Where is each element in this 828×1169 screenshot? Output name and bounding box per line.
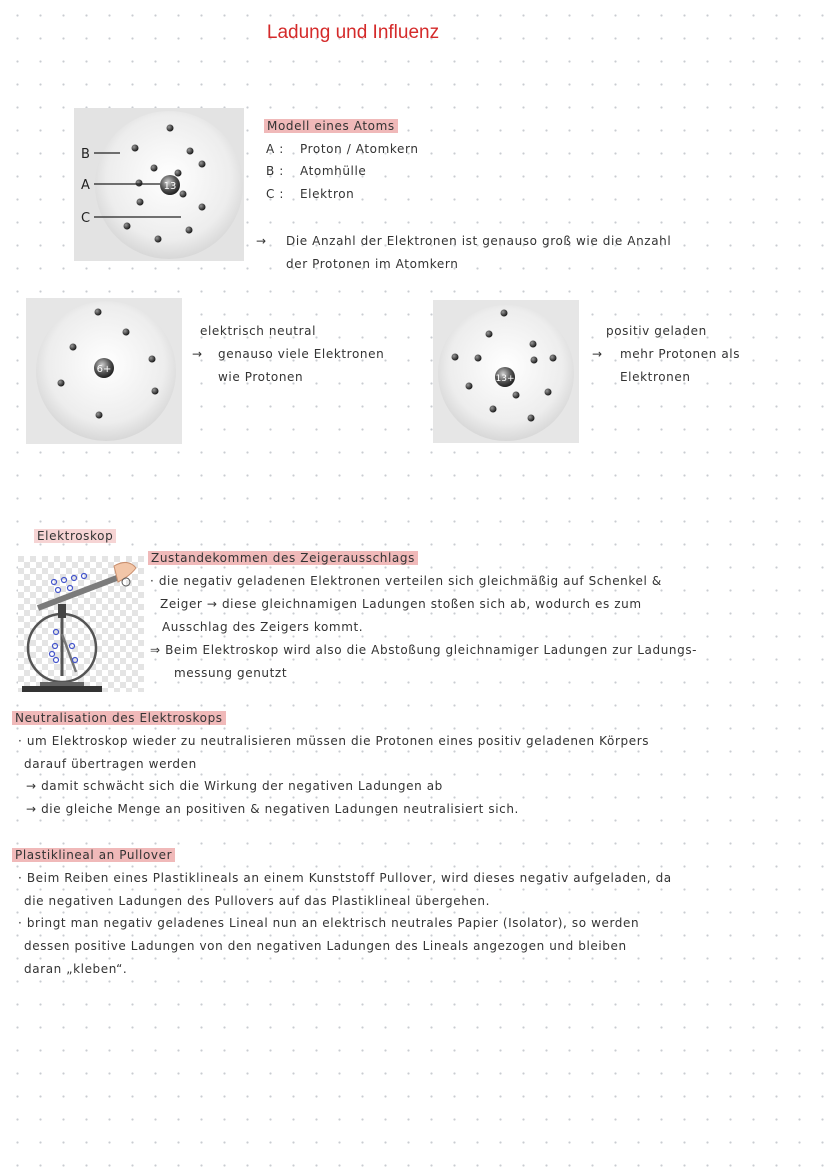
positive-line2: → mehr Protonen als xyxy=(592,347,741,361)
neutralisation-heading: Neutralisation des Elektroskops xyxy=(12,711,226,725)
plastic-line1: · Beim Reiben eines Plastiklineals an einem Kunststoff Pullover, wird dieses negativ aufgeladen, da xyxy=(18,871,672,885)
nucleus-label: 13 xyxy=(163,181,177,192)
electroscope-heading: Elektroskop xyxy=(34,529,116,543)
legend-item-c: C : Elektron xyxy=(266,187,355,201)
electroscope-line2: Zeiger → diese gleichnamigen Ladungen stoßen sich ab, wodurch es zum xyxy=(160,597,642,611)
electroscope-line1: · die negativ geladenen Elektronen verteilen sich gleichmäßig auf Schenkel & xyxy=(150,574,662,588)
nucleus-label: 6+ xyxy=(96,364,112,375)
model-note-line2: der Protonen im Atomkern xyxy=(286,257,459,271)
electroscope-image xyxy=(18,556,144,692)
plastic-line4: dessen positive Ladungen von den negativen Ladungen des Lineals angezogen und bleiben xyxy=(24,939,627,953)
label-c: C xyxy=(81,211,91,226)
label-a: A xyxy=(81,178,90,193)
neutralisation-line3: → damit schwächt sich die Wirkung der negativen Ladungen ab xyxy=(26,779,443,793)
electroscope-line5: messung genutzt xyxy=(174,666,288,680)
electroscope-line4: ⇒ Beim Elektroskop wird also die Abstoßung gleichnamiger Ladungen zur Ladungs- xyxy=(150,643,698,657)
page-title: Ladung und Influenz xyxy=(266,22,440,43)
electroscope-subheading: Zustandekommen des Zeigerausschlags xyxy=(148,551,418,565)
neutralisation-line1: · um Elektroskop wieder zu neutralisieren müssen die Protonen eines positiv geladenen Körpers xyxy=(18,734,650,748)
neutralisation-line2: darauf übertragen werden xyxy=(24,757,197,771)
plastic-line2: die negativen Ladungen des Pullovers auf das Plastiklineal übergehen. xyxy=(24,894,491,908)
nucleus-label: 13+ xyxy=(495,374,515,384)
plastic-heading: Plastiklineal an Pullover xyxy=(12,848,175,862)
positive-line1: positiv geladen xyxy=(606,324,707,338)
neutral-line2: → genauso viele Elektronen xyxy=(192,347,385,361)
electroscope-line3: Ausschlag des Zeigers kommt. xyxy=(162,620,364,634)
neutral-line3: wie Protonen xyxy=(218,370,304,384)
neutral-atom-diagram xyxy=(26,298,182,444)
legend-item-a: A : Proton / Atomkern xyxy=(266,142,419,156)
plastic-line3: · bringt man negativ geladenes Lineal nun an elektrisch neutrales Papier (Isolator), so werden xyxy=(18,916,640,930)
model-heading: Modell eines Atoms xyxy=(264,119,398,133)
label-b: B xyxy=(81,147,90,162)
model-note-line1: → Die Anzahl der Elektronen ist genauso groß wie die Anzahl xyxy=(256,234,672,248)
atom-model-diagram xyxy=(62,108,250,266)
positive-line3: Elektronen xyxy=(620,370,691,384)
neutral-line1: elektrisch neutral xyxy=(200,324,317,338)
plastic-line5: daran „kleben“. xyxy=(24,962,128,976)
legend-item-b: B : Atomhülle xyxy=(266,164,367,178)
neutralisation-line4: → die gleiche Menge an positiven & negativen Ladungen neutralisiert sich. xyxy=(26,802,519,816)
positive-atom-diagram xyxy=(433,300,579,443)
